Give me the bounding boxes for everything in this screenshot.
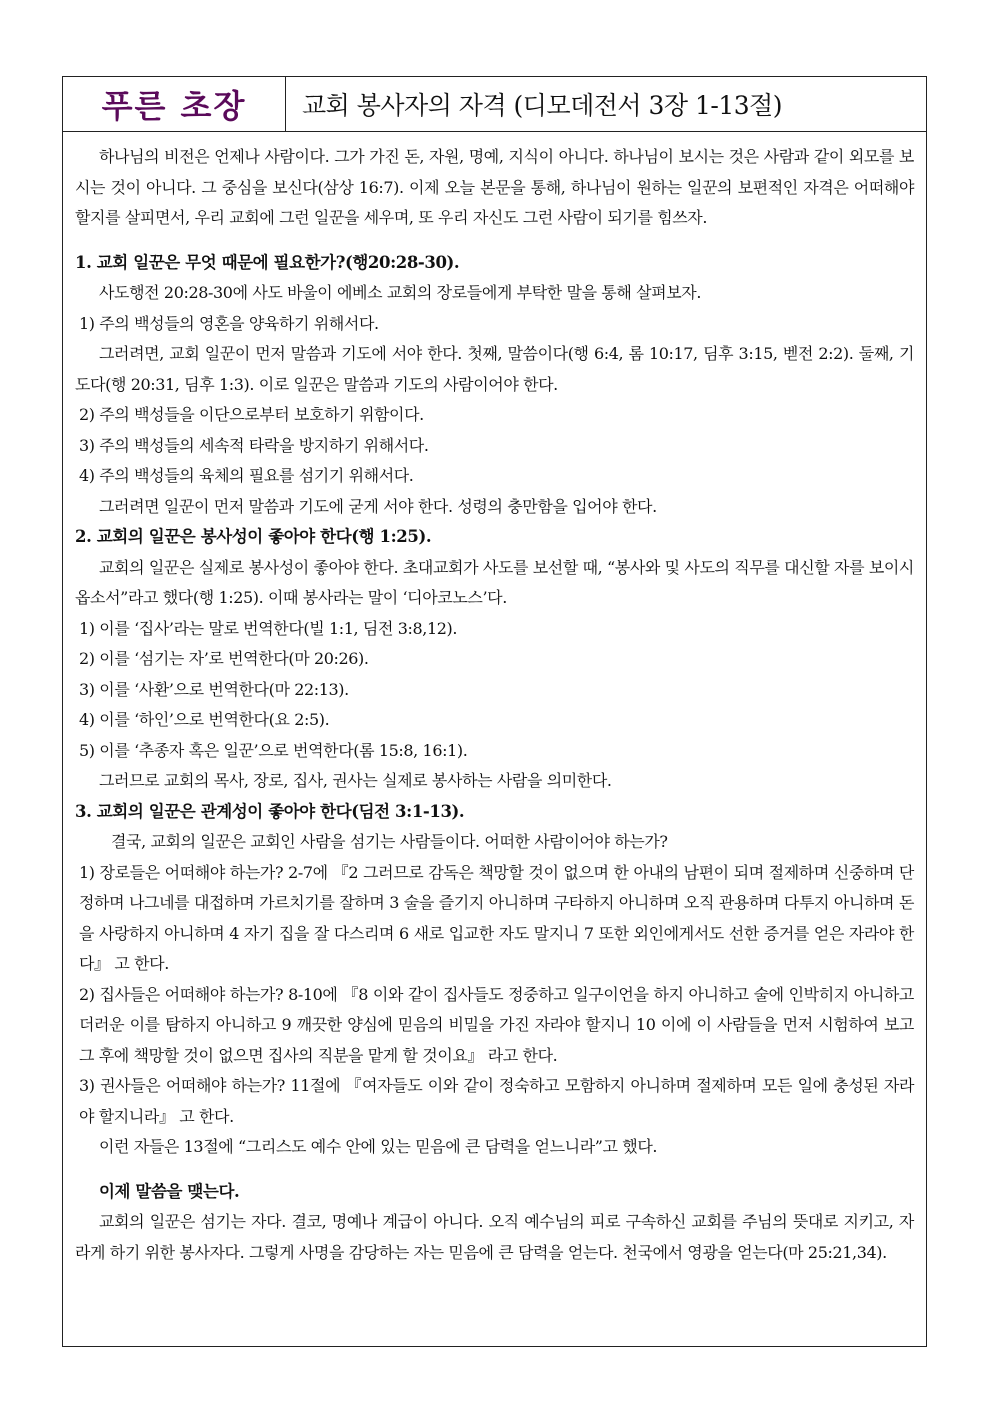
conclusion-heading: 이제 말씀을 맺는다. <box>99 1181 240 1201</box>
section-3-closing: 이런 자들은 13절에 “그리스도 예수 안에 있는 믿음에 큰 담력을 얻느니라”고 했다. <box>99 1137 658 1156</box>
section-2-closing: 그러므로 교회의 목사, 장로, 집사, 권사는 실제로 봉사하는 사람을 의미한다. <box>99 771 612 790</box>
section-2-item-4: 4) 이를 ‘하인’으로 번역한다(요 2:5). <box>79 710 330 729</box>
section-2-item-2: 2) 이를 ‘섬기는 자’로 번역한다(마 20:26). <box>79 649 369 668</box>
section-1-item-4: 4) 주의 백성들의 육체의 필요를 섬기기 위해서다. <box>79 466 414 485</box>
section-1-closing: 그러려면 일꾼이 먼저 말씀과 기도에 굳게 서야 한다. 성령의 충만함을 입어야 한다. <box>99 496 657 516</box>
header-row <box>63 77 926 132</box>
section-3-lead: 결국, 교회의 일꾼은 교회인 사람을 섬기는 사람들이다. 어떠한 사람이어야 하는가? <box>111 832 668 851</box>
section-2-item-1: 1) 이를 ‘집사’라는 말로 번역한다(빌 1:1, 딤전 3:8,12). <box>79 618 458 638</box>
section-1-item-2: 2) 주의 백성들을 이단으로부터 보호하기 위함이다. <box>79 405 424 424</box>
section-2-item-3: 3) 이를 ‘사환’으로 번역한다(마 22:13). <box>79 679 349 699</box>
section-3-item-3: 3) 권사들은 어떠해야 하는가? 11절에 『여자들도 이와 같이 정숙하고 모함하지 아니하며 절제하며 모든 일에 충성된 자라야 할지니라』 고 한다. <box>79 1076 914 1126</box>
section-1-para: 그러려면, 교회 일꾼이 먼저 말씀과 기도에 서야 한다. 첫째, 말씀이다(행 6:4, 롬 10:17, 딤후 3:15, 벧전 2:2). 둘째, 기도다(행 20:31, 딤후 1:3). 이로 일꾼은 말씀과 기도의 사람이어야 한다. <box>75 344 914 394</box>
sermon-title: 교회 봉사자의 자격 (디모데전서 3장 1-13절) <box>302 91 783 120</box>
section-2-item-5: 5) 이를 ‘추종자 혹은 일꾼’으로 번역한다(롬 15:8, 16:1). <box>79 740 468 760</box>
sermon-body <box>63 132 926 1268</box>
conclusion-body: 교회의 일꾼은 섬기는 자다. 결코, 명예나 계급이 아니다. 오직 예수님의 피로 구속하신 교회를 주님의 뜻대로 지키고, 자라게 하기 위한 봉사자다. 그렇게 사명을 감당하는 자는 믿음에 큰 담력을 얻는다. 천국에서 영광을 얻는다(마 25:21,34). <box>75 1212 914 1262</box>
section-2-heading: 2. 교회의 일꾼은 봉사성이 좋아야 한다(행 1:25). <box>75 527 432 546</box>
section-3-heading: 3. 교회의 일꾼은 관계성이 좋아야 한다(딤전 3:1-13). <box>75 801 465 821</box>
intro-paragraph: 하나님의 비전은 언제나 사람이다. 그가 가진 돈, 자원, 명예, 지식이 아니다. 하나님이 보시는 것은 사람과 같이 외모를 보시는 것이 아니다. 그 중심을 보신다(삼상 16:7). 이제 오늘 본문을 통해, 하나님이 원하는 일꾼의 보편적인 자격은 어떠해야 할지를 살피면서, 우리 교회에 그런 일꾼을 세우며, 또 우리 자신도 그런 사람이 되기를 힘쓰자. <box>75 147 914 227</box>
section-label: 푸른 초장 <box>63 77 286 131</box>
section-2-lead: 교회의 일꾼은 실제로 봉사성이 좋아야 한다. 초대교회가 사도를 보선할 때, “봉사와 및 사도의 직무를 대신할 자를 보이시옵소서”라고 했다(행 1:25). 이때 봉사라는 말이 ‘디아코노스’다. <box>75 557 914 607</box>
section-3-item-2: 2) 집사들은 어떠해야 하는가? 8-10에 『8 이와 같이 집사들도 정중하고 일구이언을 하지 아니하고 술에 인박히지 아니하고 더러운 이를 탐하지 아니하고 9 깨끗한 양심에 믿음의 비밀을 가진 자라야 할지니 10 이에 이 사람들을 먼저 시험하여 보고 그 후에 책망할 것이 없으면 집사의 직분을 맡게 할 것이요』 라고 한다. <box>79 984 914 1065</box>
section-1-item-1: 1) 주의 백성들의 영혼을 양육하기 위해서다. <box>79 313 379 333</box>
section-3-item-1: 1) 장로들은 어떠해야 하는가? 2-7에 『2 그러므로 감독은 책망할 것이 없으며 한 아내의 남편이 되며 절제하며 신중하며 단정하며 나그네를 대접하며 가르치기를 잘하며 3 술을 즐기지 아니하며 구타하지 아니하며 오직 관용하며 다투지 아니하며 돈을 사랑하지 아니하며 4 자기 집을 잘 다스리며 6 새로 입교한 자도 말지니 7 또한 외인에게서도 선한 증거를 얻은 자라야 한다』 고 한다. <box>79 862 914 973</box>
section-1-item-3: 3) 주의 백성들의 세속적 타락을 방지하기 위해서다. <box>79 435 429 455</box>
sermon-page <box>62 76 927 1347</box>
section-1-lead: 사도행전 20:28-30에 사도 바울이 에베소 교회의 장로들에게 부탁한 말을 통해 살펴보자. <box>99 283 702 302</box>
section-1-heading: 1. 교회 일꾼은 무엇 때문에 필요한가?(행20:28-30). <box>75 252 460 272</box>
